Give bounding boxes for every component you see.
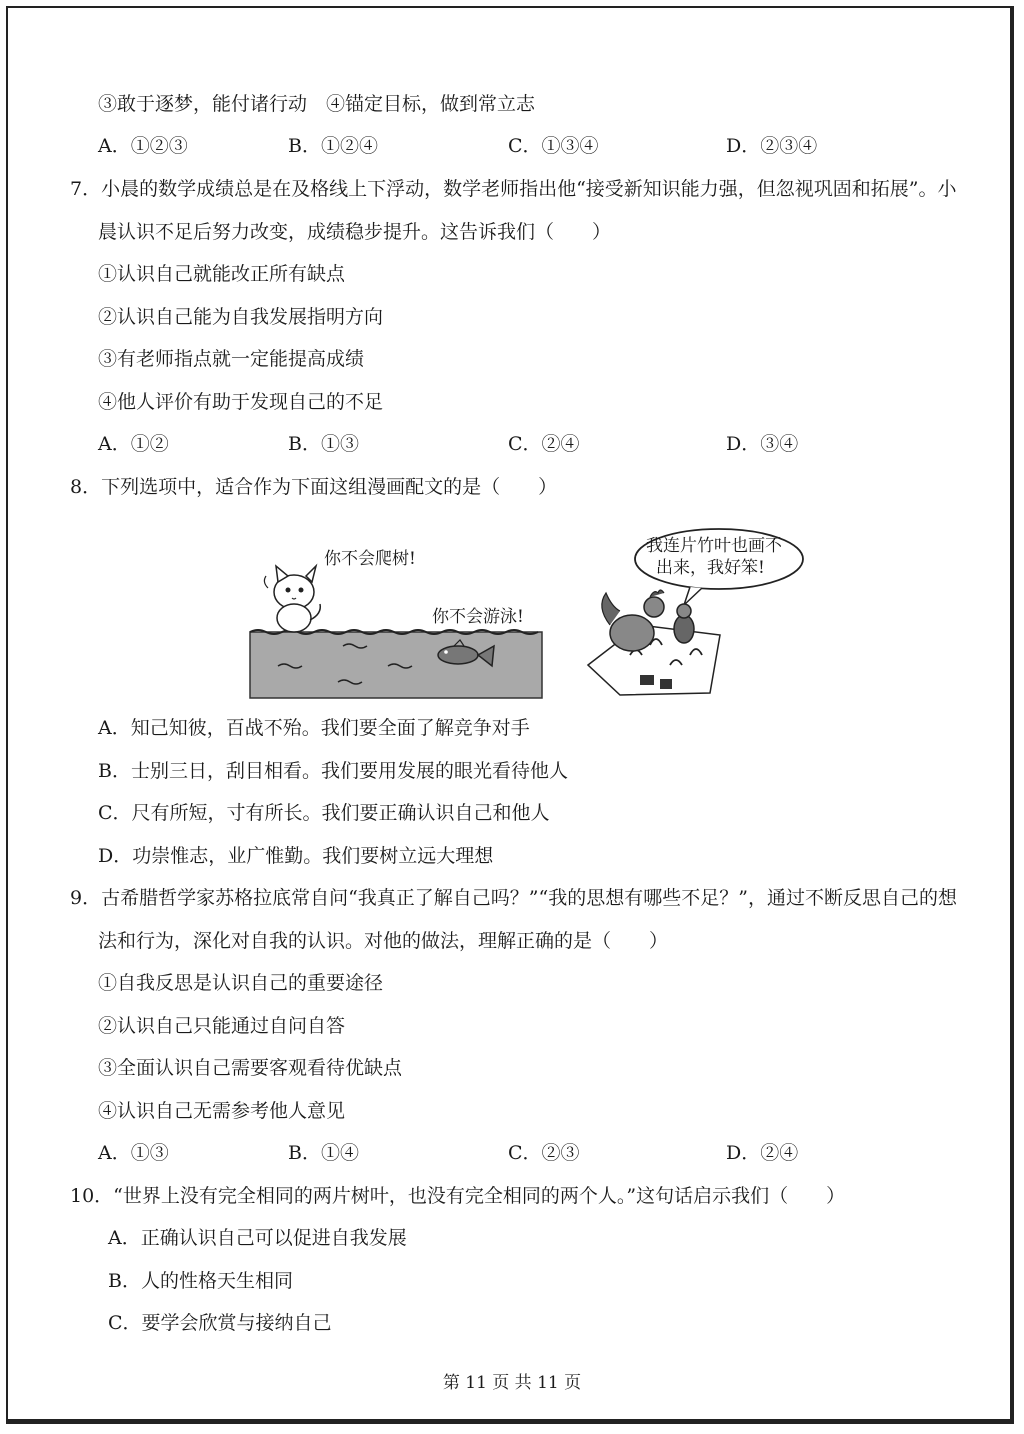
- q7-option-c: C．②④: [508, 433, 580, 455]
- q7-stem-line1: 7．小晨的数学成绩总是在及格线上下浮动，数学老师指出他“接受新知识能力强，但忽视巩固和拓展”。小: [70, 178, 957, 200]
- cartoon-rooster: [580, 525, 810, 700]
- q7-item-2: ②认识自己能为自我发展指明方向: [98, 306, 384, 328]
- q8-stem: 8．下列选项中，适合作为下面这组漫画配文的是（ ）: [70, 476, 558, 498]
- q7-item-4: ④他人评价有助于发现自己的不足: [98, 391, 384, 413]
- q8-option-d: D．功崇惟志，业广惟勤。我们要树立远大理想: [98, 845, 494, 867]
- q7-option-d: D．③④: [726, 433, 799, 455]
- q9-item-2: ②认识自己只能通过自问自答: [98, 1015, 346, 1037]
- q6-option-a: A．①②③: [98, 135, 188, 157]
- q7-item-3: ③有老师指点就一定能提高成绩: [98, 348, 365, 370]
- q9-option-d: D．②④: [726, 1142, 799, 1164]
- fish-speech: 你不会游泳!: [432, 607, 524, 627]
- q9-item-1: ①自我反思是认识自己的重要途径: [98, 972, 384, 994]
- q10-option-a: A．正确认识自己可以促进自我发展: [108, 1227, 407, 1249]
- page-border: [6, 6, 1014, 1424]
- rooster-speech-line1: 我连片竹叶也画不: [646, 536, 782, 556]
- q9-option-b: B．①④: [288, 1142, 359, 1164]
- q9-item-4: ④认识自己无需参考他人意见: [98, 1100, 346, 1122]
- rooster-speech-line2: 出来，我好笨!: [656, 558, 765, 578]
- q6-option-d: D．②③④: [726, 135, 818, 157]
- q7-stem-line2: 晨认识不足后努力改变，成绩稳步提升。这告诉我们（ ）: [98, 221, 612, 243]
- q7-item-1: ①认识自己就能改正所有缺点: [98, 263, 346, 285]
- q6-option-c: C．①③④: [508, 135, 599, 157]
- q8-option-c: C．尺有所短，寸有所长。我们要正确认识自己和他人: [98, 802, 550, 824]
- q8-option-b: B．士别三日，刮目相看。我们要用发展的眼光看待他人: [98, 760, 568, 782]
- q7-option-a: A．①②: [98, 433, 169, 455]
- q6-item-line: ③敢于逐梦，能付诸行动 ④锚定目标，做到常立志: [98, 93, 536, 115]
- q9-item-3: ③全面认识自己需要客观看待优缺点: [98, 1057, 403, 1079]
- q10-option-b: B．人的性格天生相同: [108, 1270, 293, 1292]
- q8-option-a: A．知己知彼，百战不殆。我们要全面了解竞争对手: [98, 717, 530, 739]
- q10-stem: 10．“世界上没有完全相同的两片树叶，也没有完全相同的两个人。”这句话启示我们（ ）: [70, 1185, 846, 1207]
- q9-stem-line1: 9．古希腊哲学家苏格拉底常自问“我真正了解自己吗？”“我的思想有哪些不足？”，通过不断反思自己的想: [70, 887, 957, 909]
- q10-option-c: C．要学会欣赏与接纳自己: [108, 1312, 332, 1334]
- q9-option-c: C．②③: [508, 1142, 580, 1164]
- q9-option-a: A．①③: [98, 1142, 169, 1164]
- cartoon-cat-fish: [248, 540, 544, 700]
- q7-option-b: B．①③: [288, 433, 359, 455]
- page-footer: 第 11 页 共 11 页: [442, 1373, 582, 1393]
- q6-option-b: B．①②④: [288, 135, 378, 157]
- cat-speech: 你不会爬树!: [324, 549, 416, 569]
- q9-stem-line2: 法和行为，深化对自我的认识。对他的做法，理解正确的是（ ）: [98, 930, 669, 952]
